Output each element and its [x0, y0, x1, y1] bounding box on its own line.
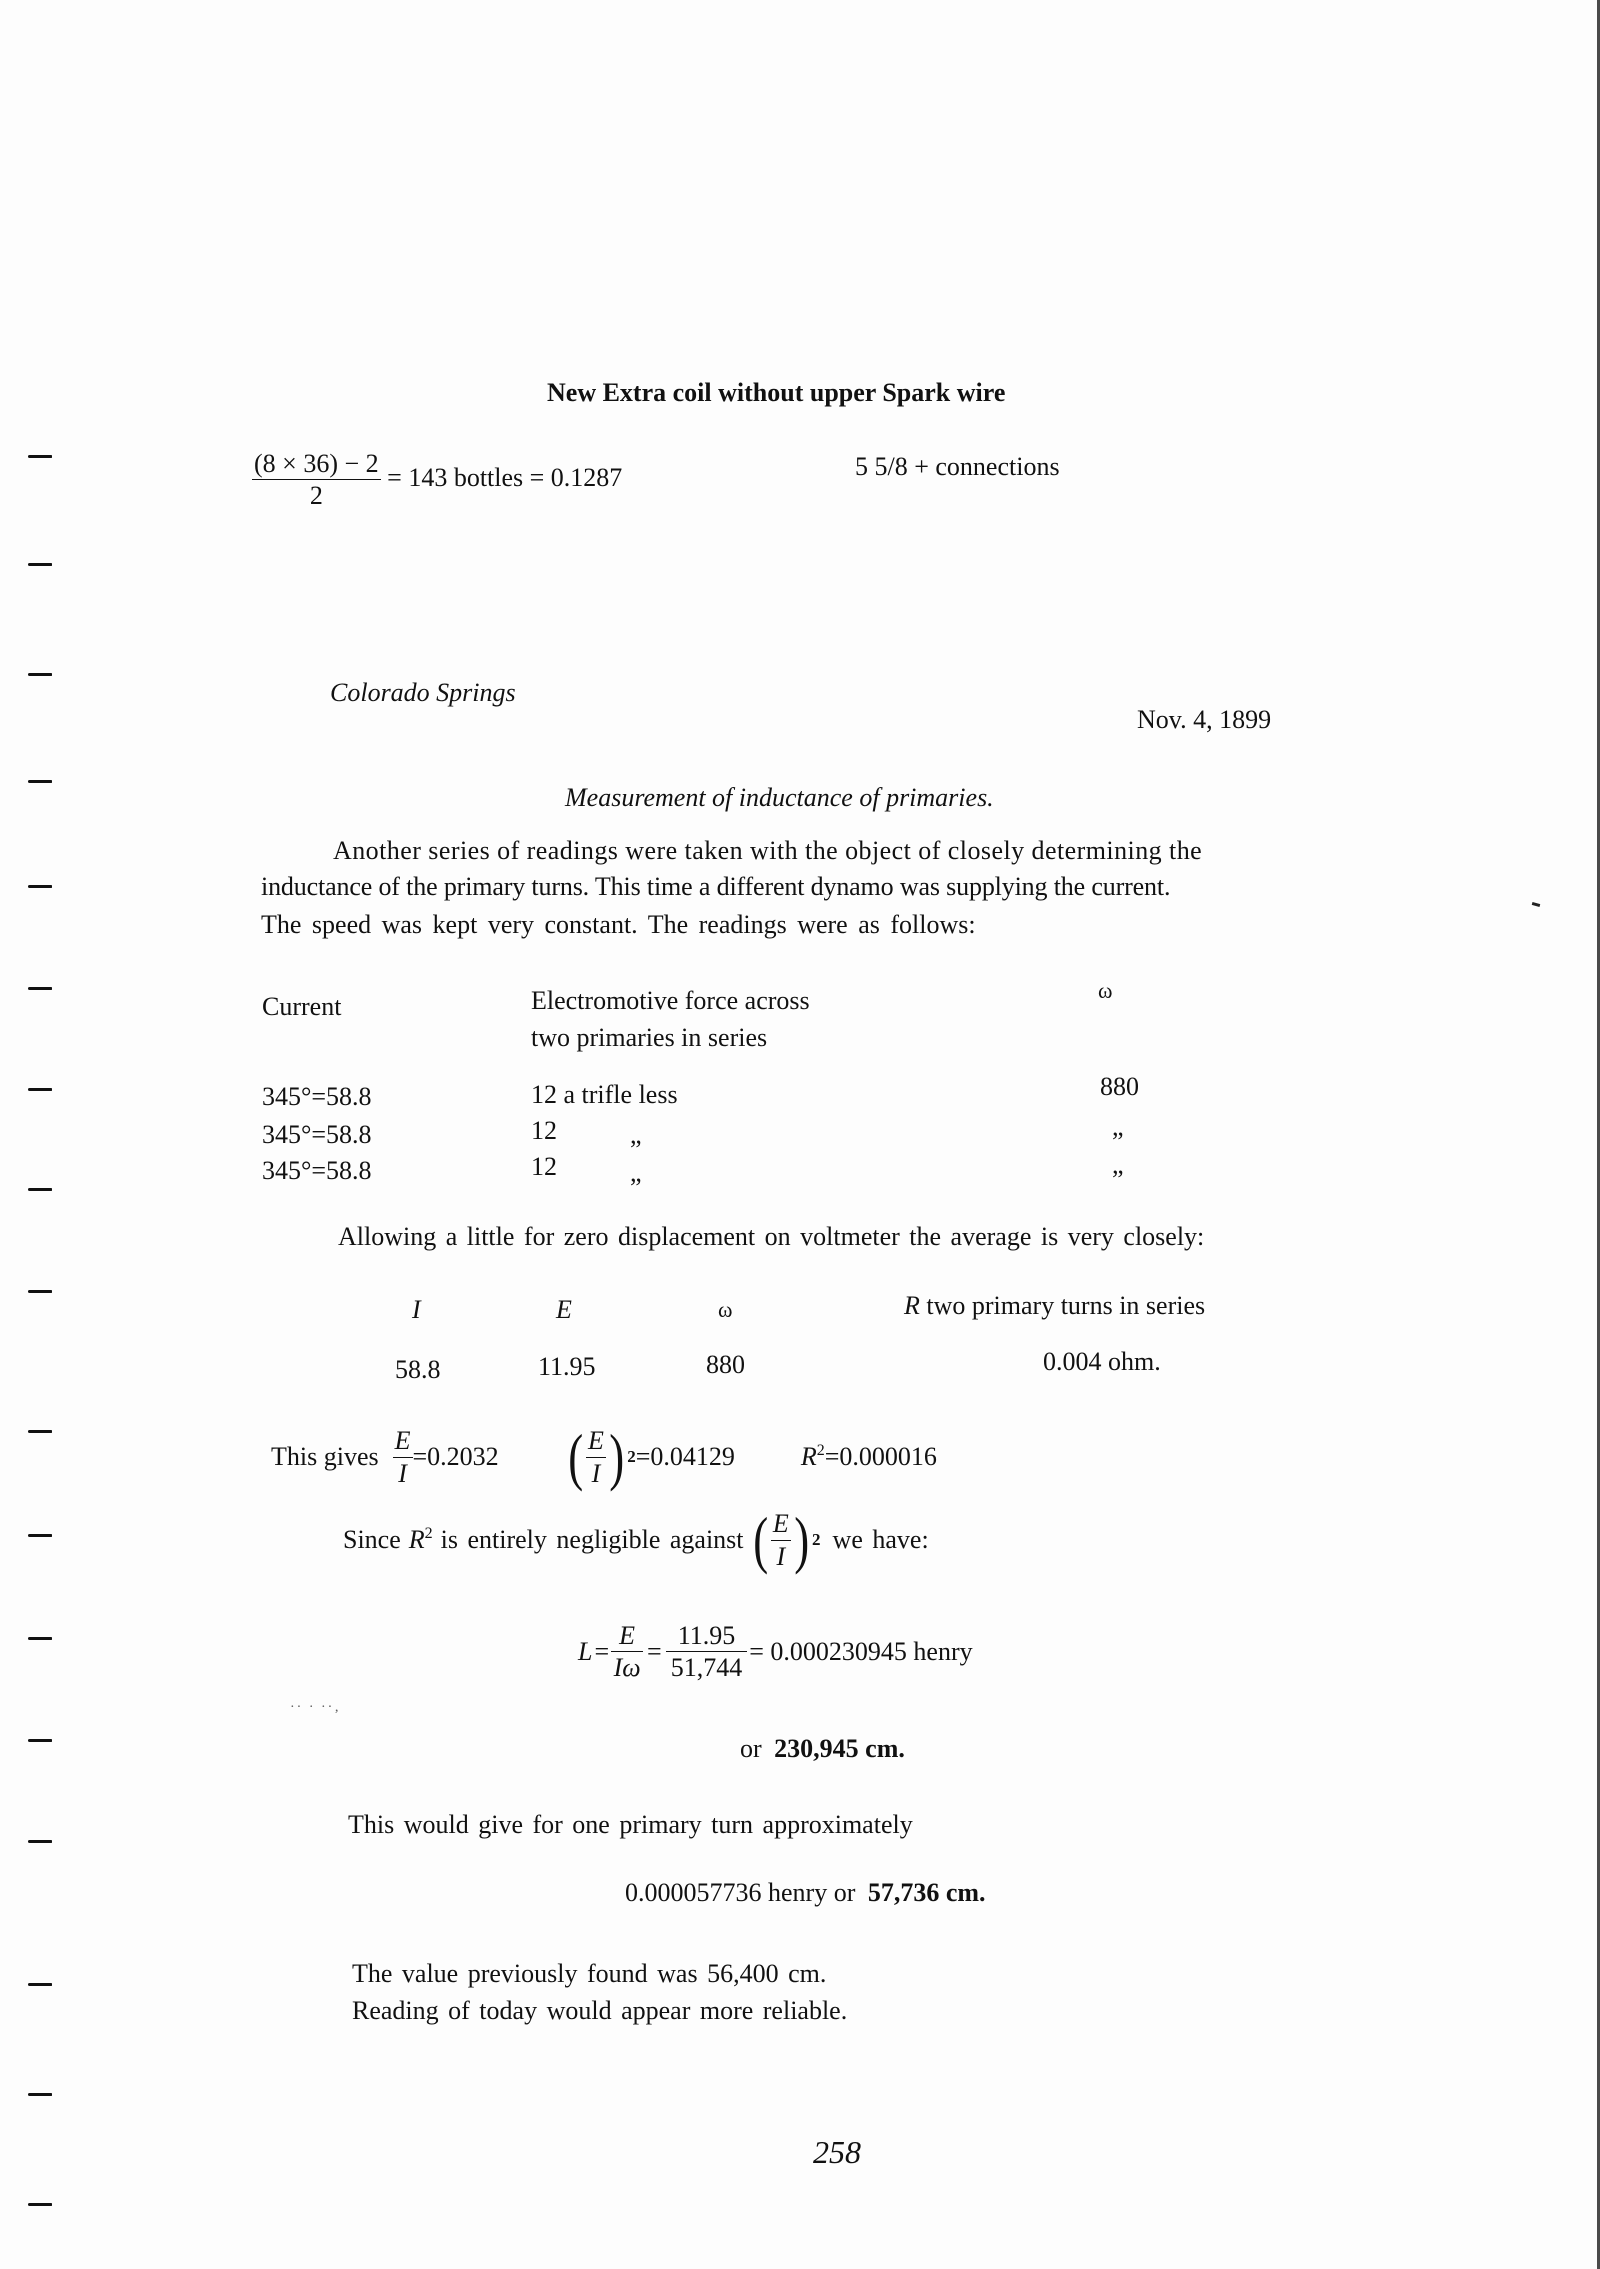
col-header-current: Current: [262, 992, 342, 1021]
intro-line-1: Another series of readings were taken with the object of closely determining the: [333, 836, 1203, 865]
fraction-E: E: [586, 1427, 606, 1457]
binder-margin-mark: [28, 455, 52, 458]
left-paren: (: [752, 1504, 768, 1575]
row-2-emf-ditto: „: [630, 1120, 642, 1149]
E-over-I-fraction: [393, 1427, 413, 1487]
col-header-emf-2: two primaries in series: [531, 1023, 768, 1052]
binder-margin-mark: [28, 2203, 52, 2206]
numeric-fraction: [666, 1622, 748, 1682]
right-paren: ): [793, 1504, 809, 1575]
binder-margin-mark: [28, 1188, 52, 1191]
per-turn-henry: 0.000057736 henry or: [625, 1878, 856, 1907]
fraction-E: E: [611, 1622, 643, 1652]
fraction-I: I: [398, 1458, 407, 1488]
equals: =: [647, 1636, 662, 1666]
closing-line-2: Reading of today would appear more reliable.: [352, 1996, 848, 2025]
since-middle-text: is entirely negligible against: [440, 1525, 744, 1554]
binder-margin-mark: [28, 1739, 52, 1742]
R-exponent: 2: [816, 1442, 825, 1459]
per-turn-value: [625, 1878, 986, 1908]
E-over-I-fraction-2: [586, 1427, 606, 1487]
binder-margin-mark: [28, 673, 52, 676]
fraction-I: I: [591, 1458, 601, 1488]
fraction-E: E: [393, 1427, 413, 1457]
stray-dots: ·· · ··‚: [290, 1700, 341, 1715]
row-2-omega: „: [1112, 1112, 1124, 1141]
binder-margin-mark: [28, 2093, 52, 2096]
bottles-equation: [252, 450, 622, 510]
avg-value-I: 58.8: [395, 1355, 441, 1384]
binder-margin-mark: [28, 885, 52, 888]
row-3-omega: „: [1112, 1150, 1124, 1179]
or-label: or: [740, 1734, 762, 1763]
avg-header-R-symbol: R: [904, 1291, 920, 1320]
note-title: New Extra coil without upper Spark wire: [547, 378, 1006, 407]
left-paren: (: [567, 1421, 583, 1492]
E-over-I-value: =0.2032: [412, 1442, 499, 1471]
avg-header-I: I: [412, 1295, 421, 1324]
row-1-omega: 880: [1100, 1072, 1139, 1101]
binder-margin-mark: [28, 1290, 52, 1293]
col-header-emf-1: Electromotive force across: [531, 986, 810, 1015]
fraction-51744: 51,744: [670, 1653, 743, 1683]
intro-line-3: The speed was kept very constant. The readings were as follows:: [261, 910, 976, 939]
stray-ink-speck: [1532, 902, 1541, 907]
avg-header-omega: ω: [718, 1297, 733, 1322]
binder-margin-mark: [28, 1088, 52, 1091]
E-over-I-squared-value: =0.04129: [635, 1442, 735, 1471]
square-exponent: 2: [812, 1530, 821, 1549]
average-intro: Allowing a little for zero displacement on voltmeter the average is very closely:: [338, 1222, 1205, 1251]
this-gives-label: This gives: [271, 1442, 379, 1471]
binder-margin-mark: [28, 563, 52, 566]
binder-margin-mark: [28, 1534, 52, 1537]
avg-value-omega: 880: [706, 1350, 745, 1379]
avg-header-E: E: [556, 1295, 572, 1324]
row-2-emf: 12: [531, 1116, 557, 1145]
equals: =: [594, 1636, 610, 1666]
E-over-I-fraction-3: [771, 1510, 791, 1570]
L-symbol: L: [578, 1636, 593, 1666]
col-header-omega: ω: [1098, 978, 1113, 1003]
inductance-cm: 230,945 cm.: [774, 1734, 905, 1763]
since-text: Since: [343, 1525, 401, 1554]
place: Colorado Springs: [330, 678, 516, 707]
closing-line-1: The value previously found was 56,400 cm.: [352, 1959, 827, 1988]
page-number: 258: [813, 2134, 861, 2170]
since-R-exp: 2: [424, 1525, 433, 1542]
row-3-emf-ditto: „: [630, 1158, 642, 1187]
avg-header-R-desc: two primary turns in series: [926, 1291, 1206, 1320]
binder-margin-mark: [28, 1983, 52, 1986]
binder-margin-mark: [28, 1840, 52, 1843]
inductance-cm-line: [740, 1734, 905, 1764]
section-heading: Measurement of inductance of primaries.: [565, 783, 994, 812]
fraction-11.95: 11.95: [666, 1622, 748, 1652]
equation-rest: = 143 bottles = 0.1287: [387, 462, 623, 492]
fraction-numerator: (8 × 36) − 2: [252, 450, 381, 480]
avg-value-E: 11.95: [538, 1352, 596, 1381]
fraction-I: I: [776, 1541, 786, 1571]
since-end-text: we have:: [832, 1525, 929, 1554]
binder-margin-mark: [28, 1637, 52, 1640]
inductance-henry: = 0.000230945 henry: [749, 1636, 973, 1666]
row-2-current: 345°=58.8: [262, 1120, 372, 1149]
right-paren: ): [609, 1421, 624, 1492]
avg-header-R: [904, 1291, 1205, 1321]
since-line: [343, 1504, 929, 1575]
binder-margin-mark: [28, 780, 52, 783]
E-over-Iw-fraction: [611, 1622, 643, 1682]
row-3-emf: 12: [531, 1152, 557, 1181]
row-3-current: 345°=58.8: [262, 1156, 372, 1185]
per-turn-cm: 57,736 cm.: [867, 1878, 986, 1907]
ratio-line: [271, 1421, 937, 1492]
intro-line-2: inductance of the primary turns. This time a different dynamo was supplying the current.: [261, 872, 1171, 901]
square-exponent: 2: [627, 1447, 636, 1466]
binder-margin-mark: [28, 1430, 52, 1433]
row-1-emf: 12 a trifle less: [531, 1080, 678, 1109]
date: Nov. 4, 1899: [1137, 705, 1272, 734]
R-symbol: R: [800, 1442, 817, 1471]
since-R: R: [408, 1525, 425, 1554]
row-1-current: 345°=58.8: [262, 1082, 372, 1111]
fraction-E: E: [771, 1510, 791, 1540]
fraction-Iw: Iω: [613, 1653, 641, 1683]
avg-value-R: 0.004 ohm.: [1043, 1347, 1161, 1376]
per-turn-intro: This would give for one primary turn approximately: [348, 1810, 913, 1839]
binder-margin-mark: [28, 987, 52, 990]
inductance-equation: [578, 1622, 973, 1682]
fraction-denominator: 2: [309, 481, 323, 511]
E-over-I-squared: [565, 1421, 735, 1492]
bottles-fraction: [252, 450, 381, 510]
side-note: 5 5/8 + connections: [855, 452, 1060, 481]
R-squared-value: =0.000016: [824, 1442, 937, 1471]
R-squared: [801, 1442, 937, 1472]
